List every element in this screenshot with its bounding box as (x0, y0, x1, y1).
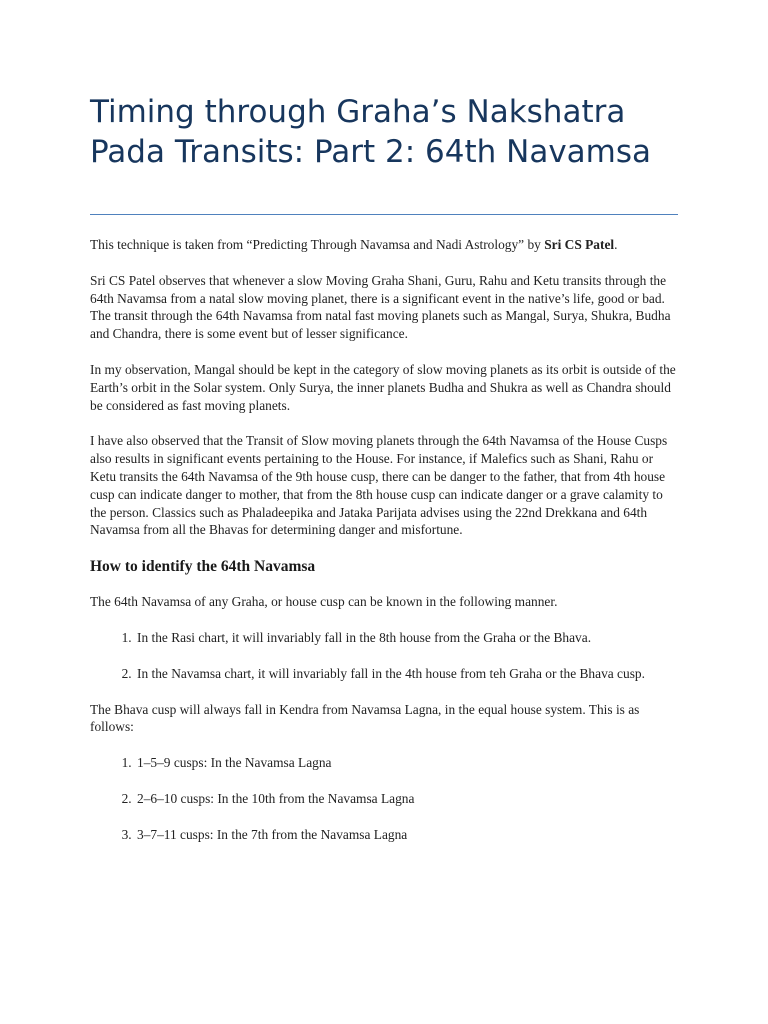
intro-text: This technique is taken from “Predicting Through Navamsa and Nadi Astrology” by (90, 237, 545, 252)
cusp-list (90, 754, 680, 843)
paragraph-house-cusps: I have also observed that the Transit of Slow moving planets through the 64th Navamsa of the House Cusps also results in significant events pertaining to the House. For instance, if Malefics such as Shani, Rahu or Ketu transits the 64th Navamsa of the 9th house cusp, there can be danger to the father, that from 4th house cusp can indicate danger to mother, that from the 8th house cusp can indicate danger or a grave calamity to the person. Classics such as Phaladeepika and Jataka Parijata advises using the 22nd Drekkana and 64th Navamsa from all the Bhavas for determining danger and misfortune. (90, 433, 668, 538)
list-item: 3. 3–7–11 cusps: In the 7th from the Navamsa Lagna (135, 826, 680, 844)
bhava-intro: The Bhava cusp will always fall in Kendra from Navamsa Lagna, in the equal house system. This is as follows: (90, 701, 640, 735)
list-item: 2. 2–6–10 cusps: In the 10th from the Navamsa Lagna (135, 790, 680, 808)
intro-paragraph (90, 236, 680, 254)
list-item: 2. In the Navamsa chart, it will invariably fall in the 4th house from teh Graha or the Bhava cusp. (135, 665, 680, 683)
paragraph-observation: Sri CS Patel observes that whenever a slow Moving Graha Shani, Guru, Rahu and Ketu transits through the 64th Navamsa from a natal slow moving planet, there is a significant event in the native’s life, good or bad. The transit through the 64th Navamsa from natal fast moving planets such as Mangal, Surya, Shukra, Budha and Chandra, there is some event but of lesser significance. (90, 272, 671, 342)
section-heading: How to identify the 64th Navamsa (90, 558, 316, 576)
paragraph-mangal: In my observation, Mangal should be kept in the category of slow moving planets as its orbit is outside of the Earth’s orbit in the Solar system. Only Surya, the inner planets Budha and Shukra as well as Chandra should be considered as fast moving planets. (90, 361, 676, 413)
intro-period: . (614, 237, 618, 252)
section-intro: The 64th Navamsa of any Graha, or house cusp can be known in the following manner. (90, 594, 558, 610)
list-item: 1. In the Rasi chart, it will invariably fall in the 8th house from the Graha or the Bhava. (135, 629, 680, 647)
document-body (90, 236, 680, 862)
document-title: Timing through Graha’s Nakshatra Pada Transits: Part 2: 64th Navamsa (90, 94, 652, 170)
list-item: 1. 1–5–9 cusps: In the Navamsa Lagna (135, 754, 680, 772)
identification-list (90, 629, 680, 683)
author-name: Sri CS Patel (544, 237, 615, 252)
title-divider (90, 214, 678, 215)
